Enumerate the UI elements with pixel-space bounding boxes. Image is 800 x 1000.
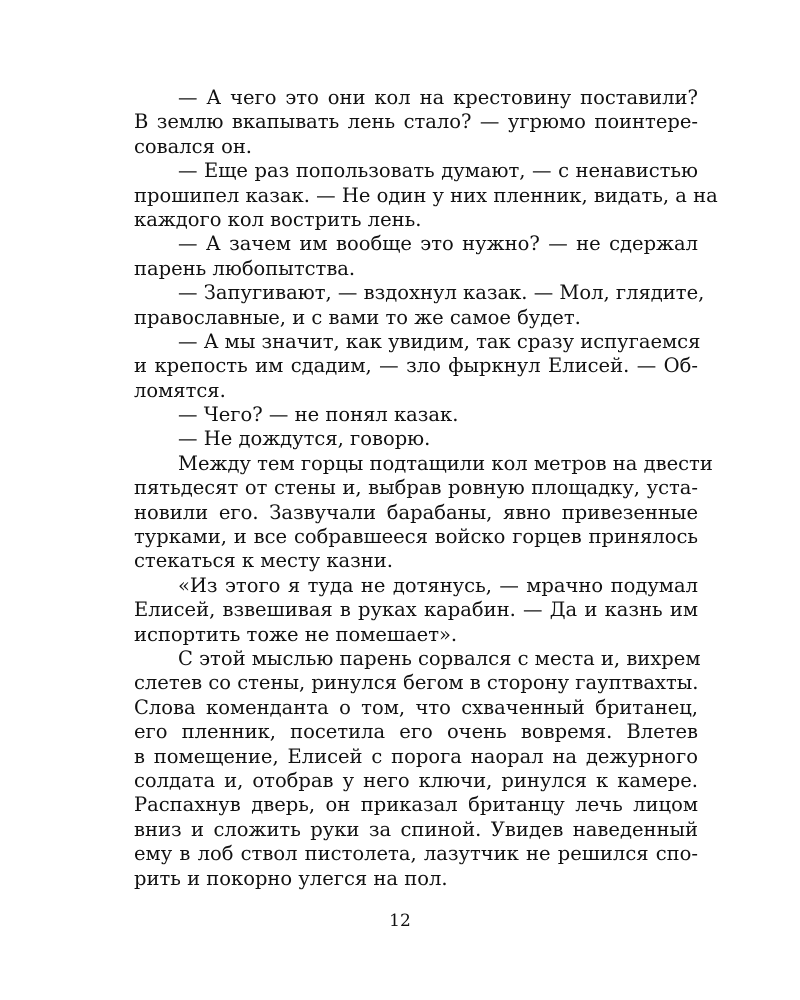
text-line: — А зачем им вообще это нужно? — не сдержал xyxy=(178,232,698,256)
text-line: — Не дождутся, говорю. xyxy=(178,427,431,451)
text-line: — А чего это они кол на крестовину поставили? xyxy=(178,86,698,109)
text-line: С этой мыслью парень сорвался с места и, вихрем xyxy=(178,646,701,670)
text-line: каждого кол вострить лень. xyxy=(134,207,422,231)
text-line: пятьдесят от стены и, выбрав ровную площадку, уста- xyxy=(134,476,698,500)
text-line: Елисей, взвешивая в руках карабин. — Да и казнь им xyxy=(134,598,698,622)
text-line: слетев со стены, ринулся бегом в сторону гауптвахты. xyxy=(134,671,699,695)
text-line: Между тем горцы подтащили кол метров на двести xyxy=(178,451,713,475)
text-line: турками, и все собравшееся войско горцев принялось xyxy=(134,525,698,549)
text-line: испортить тоже не помешает». xyxy=(134,622,458,646)
text-line: и крепость им сдадим, — зло фыркнул Елисей. — Об- xyxy=(134,354,698,378)
text-line: — А мы значит, как увидим, так сразу испугаемся xyxy=(178,329,701,353)
text-line: Слова коменданта о том, что схваченный британец, xyxy=(134,695,698,719)
text-line: вниз и сложить руки за спиной. Увидев наведенный xyxy=(134,817,698,841)
text-line: ему в лоб ствол пистолета, лазутчик не решился спо- xyxy=(134,842,698,866)
text-line: новили его. Зазвучали барабаны, явно привезенные xyxy=(134,500,698,524)
page-number: 12 xyxy=(389,911,411,931)
text-line: его пленник, посетила его очень вовремя. Влетев xyxy=(134,720,698,744)
text-line: — Еще раз попользовать думают, — с ненавистью xyxy=(178,159,698,183)
text-line: В землю вкапывать лень стало? — угрюмо поинтере- xyxy=(134,110,698,134)
text-line: стекаться к месту казни. xyxy=(134,549,394,573)
text-line: в помещение, Елисей с порога наорал на дежурного xyxy=(134,744,698,768)
text-line: совался он. xyxy=(134,134,253,158)
text-line: — Запугивают, — вздохнул казак. — Мол, глядите, xyxy=(178,281,705,305)
text-line: парень любопытства. xyxy=(134,256,356,280)
text-line: прошипел казак. — Не один у них пленник, видать, а на xyxy=(134,183,718,207)
text-line: ломятся. xyxy=(134,378,226,402)
text-line: Распахнув дверь, он приказал британцу лечь лицом xyxy=(134,793,698,817)
text-line: рить и покорно улегся на пол. xyxy=(134,866,448,890)
page-body-text xyxy=(134,86,718,891)
text-line: — Чего? — не понял казак. xyxy=(178,403,459,427)
text-line: православные, и с вами то же самое будет. xyxy=(134,305,581,329)
text-line: «Из этого я туда не дотянусь, — мрачно подумал xyxy=(178,573,698,597)
text-line: солдата и, отобрав у него ключи, ринулся к камере. xyxy=(134,768,698,792)
